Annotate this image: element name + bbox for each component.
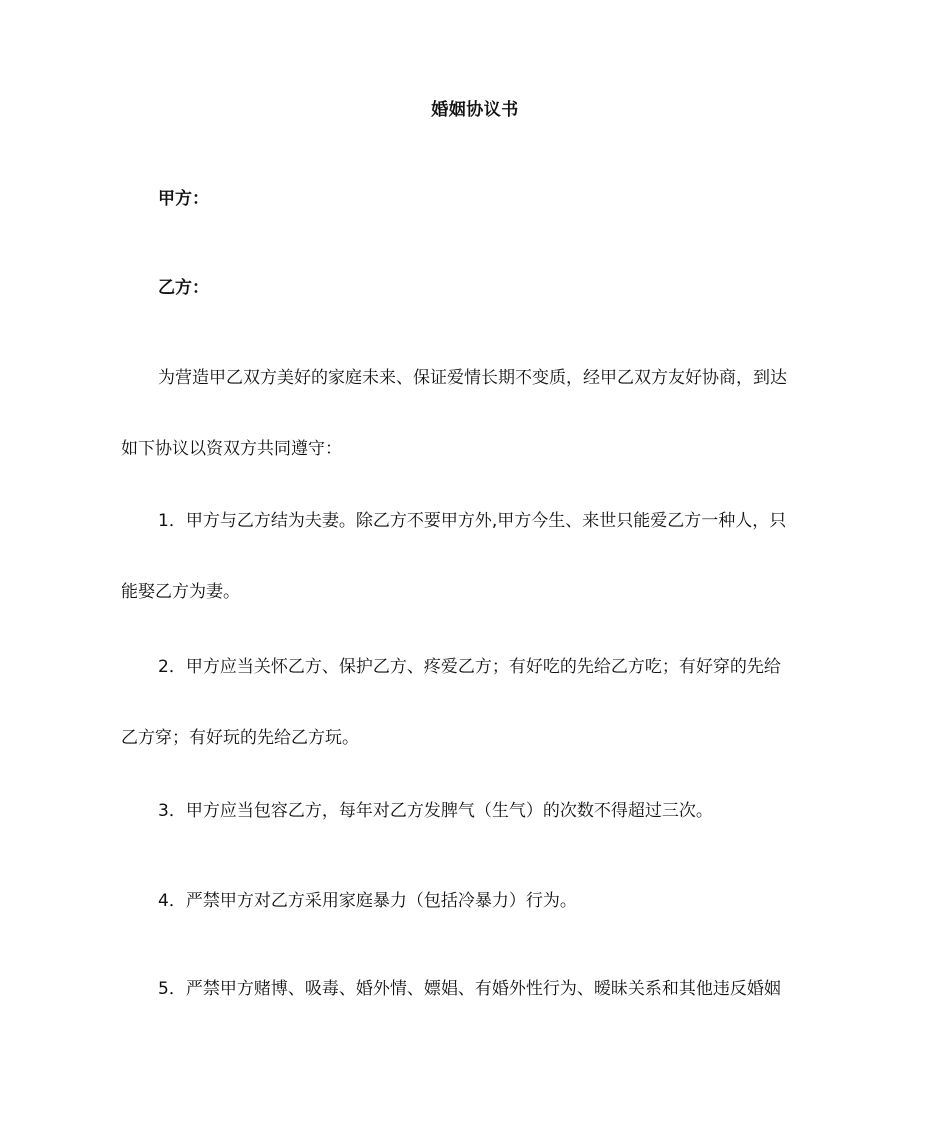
clause-2 — [121, 655, 833, 750]
clause-1 — [121, 509, 833, 604]
intro-paragraph — [121, 366, 833, 461]
intro-line-2: 如下协议以资双方共同遵守： — [121, 439, 342, 459]
clause-4-line-1: 4．严禁甲方对乙方采用家庭暴力（包括冷暴力）行为。 — [158, 891, 577, 911]
intro-line-1: 为营造甲乙双方美好的家庭未来、保证爱情长期不变质，经甲乙双方友好协商，到达 — [158, 368, 787, 388]
clause-1-line-1: 1．甲方与乙方结为夫妻。除乙方不要甲方外,甲方今生、来世只能爱乙方一种人，只 — [158, 511, 787, 531]
clause-2-line-1: 2．甲方应当关怀乙方、保护乙方、疼爱乙方；有好吃的先给乙方吃；有好穿的先给 — [158, 657, 781, 677]
clause-1-line-2: 能娶乙方为妻。 — [121, 582, 240, 602]
party-b-label: 乙方： — [158, 278, 209, 298]
party-a-label: 甲方： — [158, 189, 209, 209]
clause-5 — [121, 977, 833, 1001]
document-title: 婚姻协议书 — [431, 100, 519, 120]
clause-3 — [121, 799, 833, 823]
clause-5-line-1: 5．严禁甲方赌博、吸毒、婚外情、嫖娼、有婚外性行为、暧昧关系和其他违反婚姻 — [158, 979, 781, 999]
clause-3-line-1: 3．甲方应当包容乙方，每年对乙方发脾气（生气）的次数不得超过三次。 — [158, 801, 713, 821]
clause-2-line-2: 乙方穿；有好玩的先给乙方玩。 — [121, 728, 359, 748]
clause-4 — [121, 889, 833, 913]
